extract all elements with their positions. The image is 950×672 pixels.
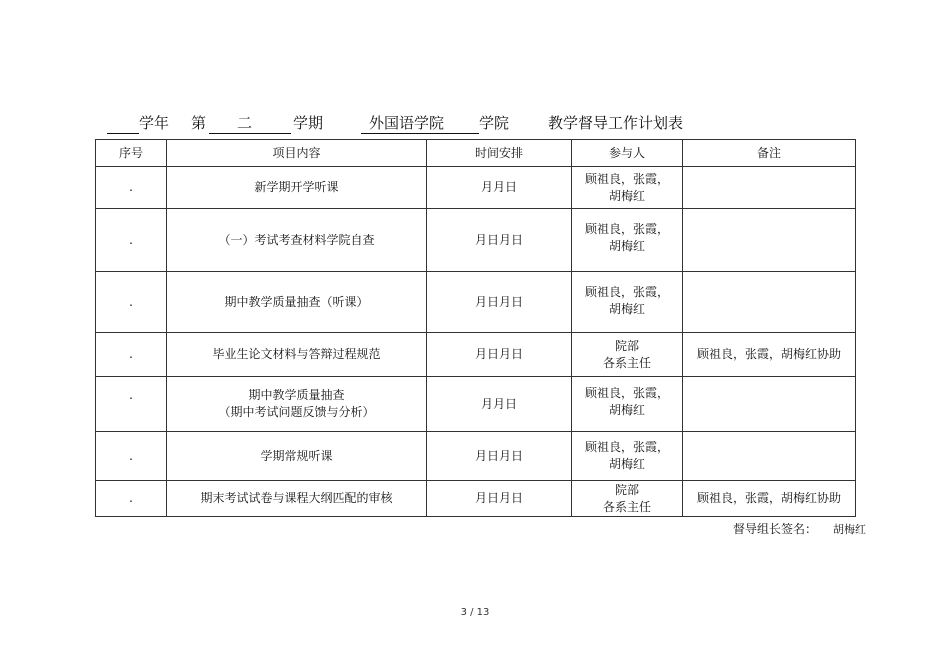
- page-number: 3 / 13: [460, 607, 490, 618]
- participant-line: 顾祖良，张霞，: [584, 386, 669, 400]
- row-number: .: [96, 481, 167, 517]
- participant-line: 胡梅红: [608, 403, 645, 417]
- year-blank: [107, 113, 139, 134]
- participant-line: 顾祖良，张霞，: [584, 171, 669, 186]
- row-time: 月月日: [427, 167, 572, 209]
- row-note: [683, 377, 856, 432]
- table-row: [96, 333, 856, 377]
- row-participants: [572, 333, 683, 377]
- row-content: [167, 432, 427, 481]
- row-participants: [572, 209, 683, 272]
- participant-line: 院部: [614, 482, 639, 497]
- row-content: [167, 272, 427, 333]
- participant-line: 胡梅红: [608, 457, 645, 471]
- row-content: [167, 209, 427, 272]
- signature-line: [733, 520, 866, 537]
- header-time: 时间安排: [427, 140, 572, 167]
- content-line: 期末考试试卷与课程大纲匹配的审核: [200, 491, 393, 505]
- document-name: 教学督导工作计划表: [548, 114, 684, 132]
- row-number: .: [96, 333, 167, 377]
- row-time: 月日月日: [427, 209, 572, 272]
- term-suffix: 学期: [293, 114, 324, 132]
- participant-line: 顾祖良，张霞，: [584, 222, 669, 236]
- table-row: [96, 209, 856, 272]
- row-participants: [572, 377, 683, 432]
- participant-line: 胡梅红: [608, 188, 645, 203]
- document-title: [107, 113, 867, 135]
- content-line: 新学期开学听课: [254, 180, 339, 194]
- row-time: 月日月日: [427, 272, 572, 333]
- table-row: [96, 481, 856, 517]
- table-row: [96, 377, 856, 432]
- row-note: [683, 167, 856, 209]
- content-line: 期中教学质量抽查: [248, 388, 345, 402]
- row-time: 月日月日: [427, 432, 572, 481]
- row-note: [683, 432, 856, 481]
- row-content: [167, 333, 427, 377]
- row-number: .: [96, 272, 167, 333]
- college-suffix: 学院: [479, 114, 510, 132]
- header-notes: 备注: [683, 140, 856, 167]
- content-line: （期中考试问题反馈与分析）: [218, 405, 375, 419]
- table-row: [96, 167, 856, 209]
- table-row: [96, 272, 856, 333]
- participant-line: 院部: [614, 338, 639, 353]
- signature-name: 胡梅红: [833, 523, 867, 536]
- participant-line: 顾祖良，张霞，: [584, 285, 669, 299]
- row-participants: [572, 432, 683, 481]
- row-note: 顾祖良，张霞，胡梅红协助: [683, 333, 856, 377]
- content-line: 学期常规听课: [260, 448, 333, 463]
- row-note: [683, 272, 856, 333]
- header-number: 序号: [96, 140, 167, 167]
- content-line: 毕业生论文材料与答辩过程规范: [212, 347, 381, 361]
- table-row: [96, 432, 856, 481]
- row-content: [167, 377, 427, 432]
- row-number: .: [96, 432, 167, 481]
- row-content: [167, 167, 427, 209]
- row-participants: [572, 167, 683, 209]
- year-suffix: 学年: [139, 114, 170, 132]
- row-time: 月日月日: [427, 481, 572, 517]
- row-time: 月日月日: [427, 333, 572, 377]
- participant-line: 各系主任: [602, 355, 651, 370]
- row-number: .: [96, 209, 167, 272]
- row-number: .: [96, 167, 167, 209]
- row-note: [683, 209, 856, 272]
- row-time: 月月日: [427, 377, 572, 432]
- participant-line: 顾祖良，张霞，: [584, 440, 669, 454]
- participant-line: 胡梅红: [608, 239, 645, 253]
- supervision-plan-table: [95, 139, 856, 517]
- participant-line: 各系主任: [602, 499, 651, 514]
- content-line: 期中教学质量抽查（听课）: [224, 294, 369, 309]
- content-line: （一）考试考查材料学院自查: [218, 232, 375, 247]
- table-header-row: [96, 140, 856, 167]
- college-name: 外国语学院: [361, 113, 479, 134]
- header-participants: 参与人: [572, 140, 683, 167]
- term-prefix: 第: [191, 114, 207, 132]
- header-content: 项目内容: [167, 140, 427, 167]
- row-content: [167, 481, 427, 517]
- participant-line: 胡梅红: [608, 302, 645, 316]
- row-note: 顾祖良，张霞，胡梅红协助: [683, 481, 856, 517]
- row-number: .: [96, 377, 167, 432]
- signature-label: 督导组长签名：: [733, 522, 818, 536]
- row-participants: [572, 481, 683, 517]
- row-participants: [572, 272, 683, 333]
- term-number: 二: [209, 113, 291, 134]
